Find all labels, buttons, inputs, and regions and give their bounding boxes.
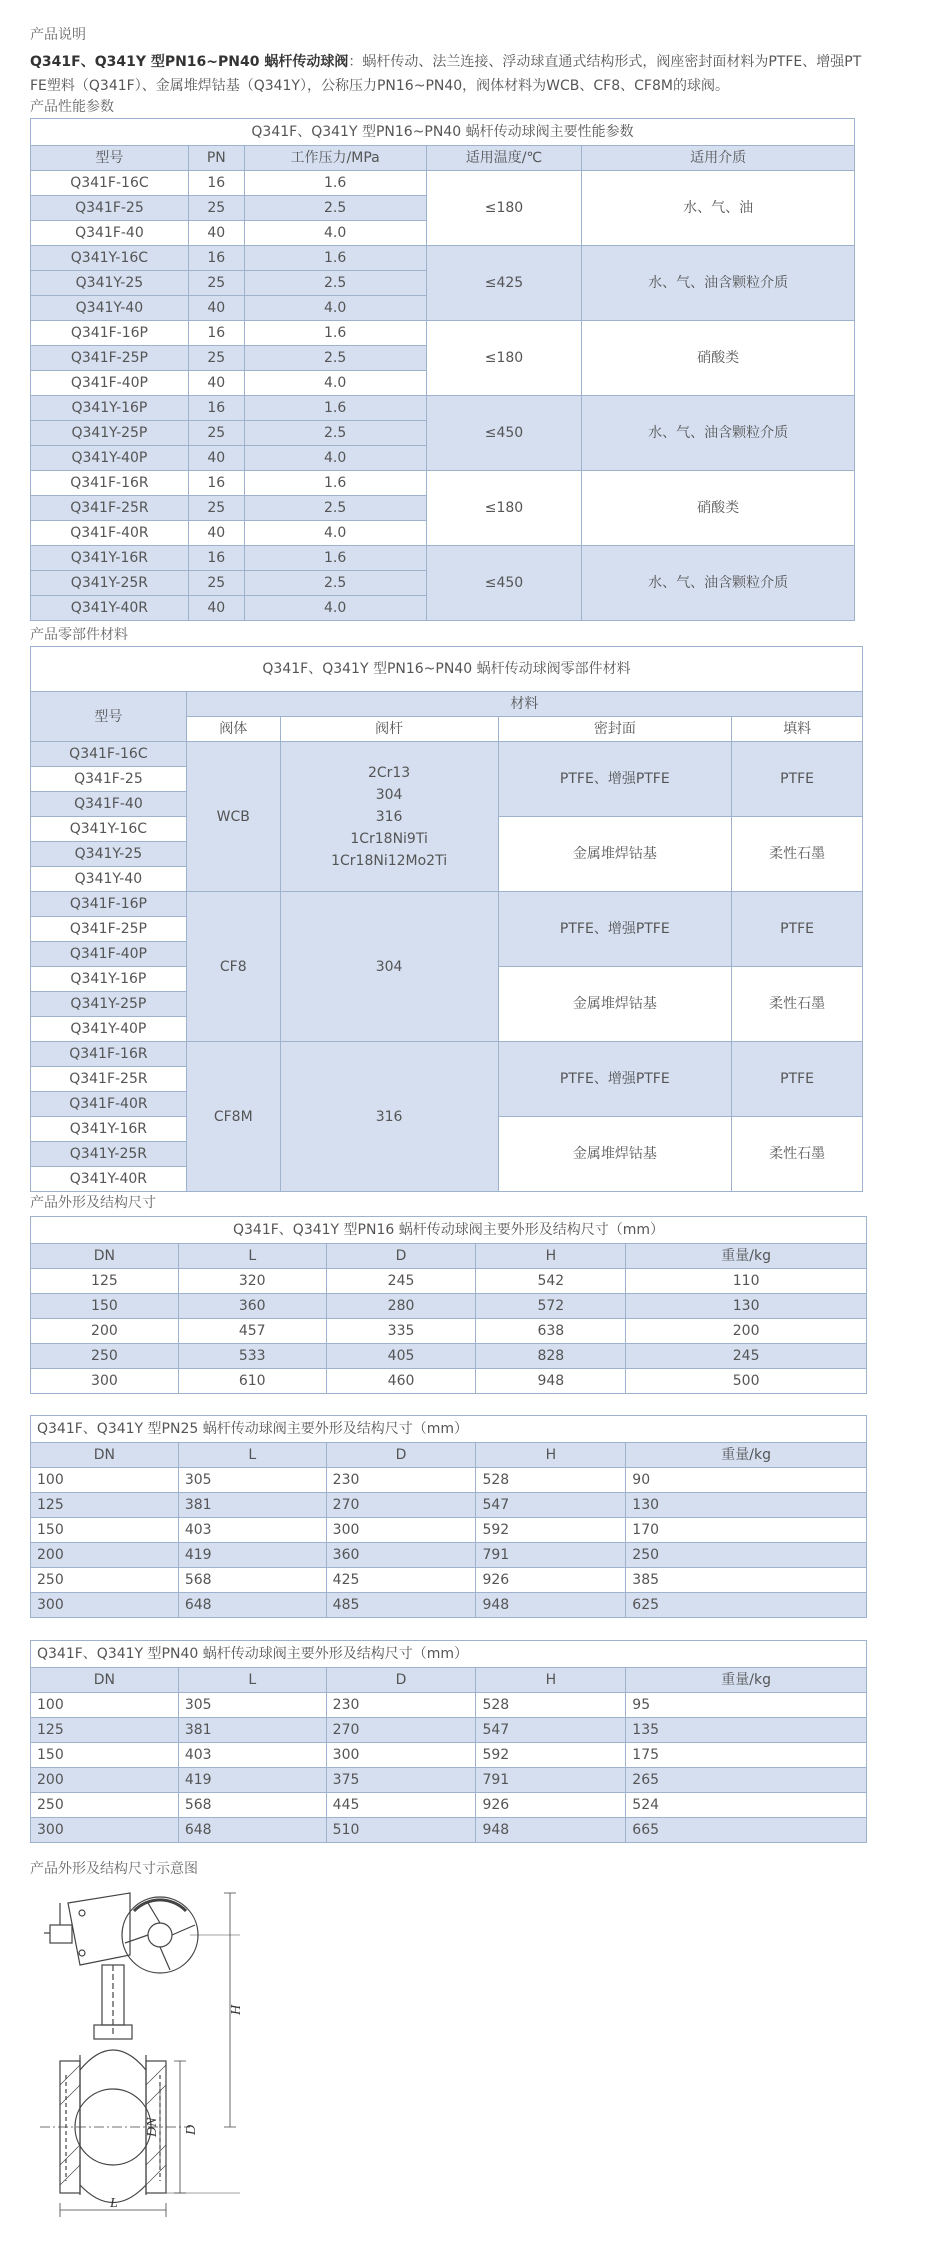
perf-cell: 1.6 bbox=[244, 171, 426, 196]
perf-cell: 4.0 bbox=[244, 446, 426, 471]
intro-line-2: FE塑料（Q341F）、金属堆焊钴基（Q341Y），公称压力PN16~PN40，阀体材料为WCB、CF8、CF8M的球阀。 bbox=[30, 78, 729, 94]
dimension-cell: 926 bbox=[476, 1793, 626, 1818]
dimension-cell: 270 bbox=[326, 1493, 476, 1518]
dimension-header-cell: 重量/kg bbox=[626, 1443, 867, 1468]
dimension-header-cell: DN bbox=[31, 1244, 179, 1269]
dimension-cell: 403 bbox=[178, 1743, 326, 1768]
perf-header-cell: 适用温度/℃ bbox=[426, 146, 582, 171]
intro-bold-title: Q341F、Q341Y 型PN16~PN40 蜗杆传动球阀 bbox=[30, 54, 349, 70]
material-subheader-cell: 密封面 bbox=[498, 717, 732, 742]
material-packing-cell: PTFE bbox=[732, 742, 863, 817]
material-packing-cell: 柔性石墨 bbox=[732, 967, 863, 1042]
material-model-header: 型号 bbox=[31, 692, 187, 742]
dimension-cell: 791 bbox=[476, 1543, 626, 1568]
dimension-cell: 375 bbox=[326, 1768, 476, 1793]
perf-row bbox=[31, 396, 855, 421]
perf-cell: Q341F-16R bbox=[31, 471, 189, 496]
perf-cell: 4.0 bbox=[244, 521, 426, 546]
dimension-header-cell: DN bbox=[31, 1443, 179, 1468]
perf-temp-cell: ≤425 bbox=[426, 246, 582, 321]
dimension-cell: 265 bbox=[626, 1768, 867, 1793]
dimension-cell: 610 bbox=[178, 1369, 326, 1394]
perf-header-cell: 工作压力/MPa bbox=[244, 146, 426, 171]
dimension-cell: 320 bbox=[178, 1269, 326, 1294]
perf-medium-cell: 硝酸类 bbox=[582, 321, 855, 396]
stem-material-line: 304 bbox=[375, 958, 403, 975]
dimension-header-cell: D bbox=[326, 1668, 476, 1693]
material-model-cell: Q341Y-16P bbox=[31, 967, 187, 992]
dimension-cell: 948 bbox=[476, 1593, 626, 1618]
perf-cell: Q341Y-25P bbox=[31, 421, 189, 446]
dimension-cell: 130 bbox=[626, 1294, 867, 1319]
perf-cell: 16 bbox=[188, 471, 244, 496]
dimension-cell: 425 bbox=[326, 1568, 476, 1593]
dimension-cell: 250 bbox=[626, 1543, 867, 1568]
dimension-cell: 250 bbox=[31, 1793, 179, 1818]
material-seal-cell: 金属堆焊钴基 bbox=[498, 1117, 732, 1192]
perf-cell: Q341Y-25R bbox=[31, 571, 189, 596]
perf-header-cell: PN bbox=[188, 146, 244, 171]
dimension-cell: 419 bbox=[178, 1543, 326, 1568]
dimension-cell: 100 bbox=[31, 1693, 179, 1718]
dimension-table bbox=[30, 1216, 867, 1394]
material-row bbox=[31, 1042, 863, 1067]
dimension-row bbox=[31, 1518, 867, 1543]
dimension-cell: 926 bbox=[476, 1568, 626, 1593]
dimension-header-row bbox=[31, 1244, 867, 1269]
perf-cell: Q341Y-40 bbox=[31, 296, 189, 321]
material-model-cell: Q341F-16C bbox=[31, 742, 187, 767]
dimension-cell: 170 bbox=[626, 1518, 867, 1543]
dimension-cell: 948 bbox=[476, 1818, 626, 1843]
dimension-header-cell: L bbox=[178, 1244, 326, 1269]
dimension-cell: 125 bbox=[31, 1269, 179, 1294]
dimension-cell: 200 bbox=[31, 1768, 179, 1793]
perf-header-cell: 适用介质 bbox=[582, 146, 855, 171]
dimension-row bbox=[31, 1693, 867, 1718]
perf-row bbox=[31, 471, 855, 496]
dimension-cell: 445 bbox=[326, 1793, 476, 1818]
perf-row bbox=[31, 321, 855, 346]
dimension-label-dn: DN bbox=[145, 2117, 160, 2137]
perf-cell: 2.5 bbox=[244, 421, 426, 446]
perf-temp-cell: ≤450 bbox=[426, 546, 582, 621]
perf-cell: 2.5 bbox=[244, 571, 426, 596]
perf-cell: 1.6 bbox=[244, 471, 426, 496]
dimension-row bbox=[31, 1294, 867, 1319]
dimension-row bbox=[31, 1543, 867, 1568]
dimension-cell: 135 bbox=[626, 1718, 867, 1743]
dimension-cell: 360 bbox=[178, 1294, 326, 1319]
dimension-cell: 125 bbox=[31, 1493, 179, 1518]
stem-material-line: 316 bbox=[375, 1108, 403, 1125]
material-model-cell: Q341F-40 bbox=[31, 792, 187, 817]
dimension-cell: 485 bbox=[326, 1593, 476, 1618]
dimension-cell: 403 bbox=[178, 1518, 326, 1543]
perf-cell: 2.5 bbox=[244, 496, 426, 521]
dimension-cell: 457 bbox=[178, 1319, 326, 1344]
perf-cell: 25 bbox=[188, 271, 244, 296]
perf-cell: 4.0 bbox=[244, 296, 426, 321]
material-packing-cell: PTFE bbox=[732, 892, 863, 967]
dimension-cell: 385 bbox=[626, 1568, 867, 1593]
dimension-header-cell: 重量/kg bbox=[626, 1668, 867, 1693]
intro-paragraph bbox=[30, 50, 910, 98]
perf-cell: 2.5 bbox=[244, 346, 426, 371]
material-seal-cell: 金属堆焊钴基 bbox=[498, 817, 732, 892]
dimension-cell: 524 bbox=[626, 1793, 867, 1818]
dimension-cell: 335 bbox=[326, 1319, 476, 1344]
dimension-cell: 175 bbox=[626, 1743, 867, 1768]
perf-cell: Q341F-25 bbox=[31, 196, 189, 221]
perf-medium-cell: 水、气、油含颗粒介质 bbox=[582, 246, 855, 321]
stem-material-line: 1Cr18Ni9Ti bbox=[350, 830, 428, 847]
dimension-cell: 648 bbox=[178, 1593, 326, 1618]
perf-cell: 40 bbox=[188, 446, 244, 471]
dimension-caption: Q341F、Q341Y 型PN25 蜗杆传动球阀主要外形及结构尺寸（mm） bbox=[31, 1416, 867, 1443]
dimension-cell: 110 bbox=[626, 1269, 867, 1294]
material-model-cell: Q341Y-25P bbox=[31, 992, 187, 1017]
dimension-cell: 948 bbox=[476, 1369, 626, 1394]
dimension-row bbox=[31, 1768, 867, 1793]
perf-cell: Q341Y-16C bbox=[31, 246, 189, 271]
dimension-cell: 200 bbox=[31, 1319, 179, 1344]
perf-cell: 16 bbox=[188, 321, 244, 346]
dimension-cell: 648 bbox=[178, 1818, 326, 1843]
perf-cell: 40 bbox=[188, 521, 244, 546]
dimension-label-l: L bbox=[110, 2196, 118, 2211]
perf-cell: 25 bbox=[188, 421, 244, 446]
valve-diagram bbox=[30, 1885, 290, 2220]
perf-cell: Q341F-16P bbox=[31, 321, 189, 346]
material-packing-cell: 柔性石墨 bbox=[732, 1117, 863, 1192]
dimension-cell: 150 bbox=[31, 1743, 179, 1768]
material-model-cell: Q341F-16R bbox=[31, 1042, 187, 1067]
dimension-row bbox=[31, 1468, 867, 1493]
material-seal-cell: PTFE、增强PTFE bbox=[498, 1042, 732, 1117]
material-row bbox=[31, 892, 863, 917]
perf-caption: Q341F、Q341Y 型PN16~PN40 蜗杆传动球阀主要性能参数 bbox=[31, 119, 855, 146]
perf-cell: 1.6 bbox=[244, 246, 426, 271]
dimension-row bbox=[31, 1269, 867, 1294]
perf-cell: 40 bbox=[188, 371, 244, 396]
dimension-cell: 547 bbox=[476, 1718, 626, 1743]
material-body-cell: CF8M bbox=[186, 1042, 280, 1192]
dimension-cell: 460 bbox=[326, 1369, 476, 1394]
perf-cell: Q341Y-25 bbox=[31, 271, 189, 296]
dimension-caption: Q341F、Q341Y 型PN16 蜗杆传动球阀主要外形及结构尺寸（mm） bbox=[31, 1217, 867, 1244]
material-model-cell: Q341Y-25 bbox=[31, 842, 187, 867]
perf-cell: Q341F-40 bbox=[31, 221, 189, 246]
dimension-row bbox=[31, 1743, 867, 1768]
dimension-row bbox=[31, 1568, 867, 1593]
dimension-cell: 250 bbox=[31, 1344, 179, 1369]
dimension-row bbox=[31, 1593, 867, 1618]
gearbox-outline bbox=[68, 1893, 130, 1965]
material-model-cell: Q341F-40P bbox=[31, 942, 187, 967]
perf-medium-cell: 水、气、油含颗粒介质 bbox=[582, 396, 855, 471]
dimension-cell: 150 bbox=[31, 1518, 179, 1543]
material-header: 材料 bbox=[186, 692, 862, 717]
dimension-row bbox=[31, 1818, 867, 1843]
dimension-cell: 791 bbox=[476, 1768, 626, 1793]
dimension-header-cell: L bbox=[178, 1668, 326, 1693]
dimension-cell: 572 bbox=[476, 1294, 626, 1319]
material-subheader-cell: 阀体 bbox=[186, 717, 280, 742]
dimension-cell: 305 bbox=[178, 1693, 326, 1718]
material-section-title: 产品零部件材料 bbox=[30, 627, 128, 643]
dimension-caption: Q341F、Q341Y 型PN40 蜗杆传动球阀主要外形及结构尺寸（mm） bbox=[31, 1641, 867, 1668]
perf-cell: 1.6 bbox=[244, 321, 426, 346]
perf-temp-cell: ≤180 bbox=[426, 171, 582, 246]
material-stem-cell bbox=[280, 1042, 498, 1192]
materials-table bbox=[30, 646, 863, 1192]
material-model-cell: Q341Y-16C bbox=[31, 817, 187, 842]
dimension-header-cell: D bbox=[326, 1244, 476, 1269]
dimension-cell: 665 bbox=[626, 1818, 867, 1843]
dimension-cell: 280 bbox=[326, 1294, 476, 1319]
dimension-cell: 245 bbox=[326, 1269, 476, 1294]
dimension-cell: 90 bbox=[626, 1468, 867, 1493]
dimension-row bbox=[31, 1369, 867, 1394]
dimension-header-cell: D bbox=[326, 1443, 476, 1468]
perf-cell: 4.0 bbox=[244, 221, 426, 246]
stem-material-line: 2Cr13 bbox=[367, 764, 411, 781]
dimension-cell: 542 bbox=[476, 1269, 626, 1294]
dimension-cell: 533 bbox=[178, 1344, 326, 1369]
dimension-cell: 381 bbox=[178, 1493, 326, 1518]
perf-cell: 16 bbox=[188, 171, 244, 196]
dimension-cell: 305 bbox=[178, 1468, 326, 1493]
dimension-row bbox=[31, 1793, 867, 1818]
material-model-cell: Q341Y-40 bbox=[31, 867, 187, 892]
perf-cell: 40 bbox=[188, 221, 244, 246]
dimension-cell: 592 bbox=[476, 1743, 626, 1768]
dimension-cell: 100 bbox=[31, 1468, 179, 1493]
perf-temp-cell: ≤450 bbox=[426, 396, 582, 471]
material-seal-cell: PTFE、增强PTFE bbox=[498, 742, 732, 817]
dimension-row bbox=[31, 1319, 867, 1344]
stem-material-line: 316 bbox=[375, 808, 403, 825]
diagram-section-title: 产品外形及结构尺寸示意图 bbox=[30, 1861, 198, 1877]
material-packing-cell: 柔性石墨 bbox=[732, 817, 863, 892]
perf-cell: Q341Y-40P bbox=[31, 446, 189, 471]
material-model-cell: Q341Y-40P bbox=[31, 1017, 187, 1042]
dimension-cell: 250 bbox=[31, 1568, 179, 1593]
dimension-cell: 245 bbox=[626, 1344, 867, 1369]
dimension-cell: 300 bbox=[31, 1593, 179, 1618]
performance-table bbox=[30, 118, 855, 621]
material-model-cell: Q341F-25R bbox=[31, 1067, 187, 1092]
perf-cell: Q341Y-40R bbox=[31, 596, 189, 621]
material-model-cell: Q341F-25P bbox=[31, 917, 187, 942]
perf-row bbox=[31, 546, 855, 571]
dimension-header-cell: L bbox=[178, 1443, 326, 1468]
material-seal-cell: 金属堆焊钴基 bbox=[498, 967, 732, 1042]
dimension-table bbox=[30, 1640, 867, 1843]
dimension-cell: 300 bbox=[31, 1818, 179, 1843]
dimension-cell: 625 bbox=[626, 1593, 867, 1618]
dimension-cell: 150 bbox=[31, 1294, 179, 1319]
dimension-cell: 592 bbox=[476, 1518, 626, 1543]
perf-cell: 40 bbox=[188, 596, 244, 621]
dimension-cell: 568 bbox=[178, 1568, 326, 1593]
dimension-cell: 200 bbox=[31, 1543, 179, 1568]
intro-line-1: ：蜗杆传动、法兰连接、浮动球直通式结构形式，阀座密封面材料为PTFE、增强PT bbox=[348, 54, 862, 70]
dimension-header-cell: H bbox=[476, 1668, 626, 1693]
perf-row bbox=[31, 171, 855, 196]
dimension-table bbox=[30, 1415, 867, 1618]
perf-cell: 2.5 bbox=[244, 271, 426, 296]
perf-temp-cell: ≤180 bbox=[426, 471, 582, 546]
perf-medium-cell: 水、气、油含颗粒介质 bbox=[582, 546, 855, 621]
perf-header-row bbox=[31, 146, 855, 171]
material-caption: Q341F、Q341Y 型PN16~PN40 蜗杆传动球阀零部件材料 bbox=[31, 647, 863, 692]
dimension-cell: 638 bbox=[476, 1319, 626, 1344]
dimension-cell: 500 bbox=[626, 1369, 867, 1394]
material-model-cell: Q341Y-25R bbox=[31, 1142, 187, 1167]
material-model-cell: Q341F-25 bbox=[31, 767, 187, 792]
dimension-cell: 547 bbox=[476, 1493, 626, 1518]
perf-cell: 25 bbox=[188, 196, 244, 221]
material-subheader-cell: 阀杆 bbox=[280, 717, 498, 742]
dimension-cell: 405 bbox=[326, 1344, 476, 1369]
dimension-cell: 300 bbox=[326, 1518, 476, 1543]
perf-cell: 40 bbox=[188, 296, 244, 321]
perf-cell: Q341F-25R bbox=[31, 496, 189, 521]
dimension-label-h: H bbox=[229, 2004, 244, 2015]
material-model-cell: Q341Y-40R bbox=[31, 1167, 187, 1192]
dimension-cell: 828 bbox=[476, 1344, 626, 1369]
dims-section-title: 产品外形及结构尺寸 bbox=[30, 1195, 156, 1211]
dimension-cell: 381 bbox=[178, 1718, 326, 1743]
dimension-cell: 300 bbox=[326, 1743, 476, 1768]
intro-section-title: 产品说明 bbox=[30, 27, 86, 43]
dimension-cell: 230 bbox=[326, 1693, 476, 1718]
dimension-cell: 528 bbox=[476, 1693, 626, 1718]
dimension-cell: 95 bbox=[626, 1693, 867, 1718]
handwheel-outline bbox=[122, 1897, 198, 1973]
perf-cell: 16 bbox=[188, 546, 244, 571]
perf-cell: 25 bbox=[188, 496, 244, 521]
material-packing-cell: PTFE bbox=[732, 1042, 863, 1117]
dimension-cell: 130 bbox=[626, 1493, 867, 1518]
material-model-cell: Q341F-16P bbox=[31, 892, 187, 917]
perf-cell: Q341F-40P bbox=[31, 371, 189, 396]
perf-cell: Q341Y-16P bbox=[31, 396, 189, 421]
material-model-cell: Q341F-40R bbox=[31, 1092, 187, 1117]
perf-cell: Q341F-16C bbox=[31, 171, 189, 196]
perf-cell: 25 bbox=[188, 346, 244, 371]
dimension-cell: 200 bbox=[626, 1319, 867, 1344]
dimension-cell: 510 bbox=[326, 1818, 476, 1843]
dimension-cell: 419 bbox=[178, 1768, 326, 1793]
stem-material-line: 1Cr18Ni12Mo2Ti bbox=[331, 852, 448, 869]
dimension-cell: 568 bbox=[178, 1793, 326, 1818]
perf-cell: 1.6 bbox=[244, 546, 426, 571]
material-model-cell: Q341Y-16R bbox=[31, 1117, 187, 1142]
perf-section-title: 产品性能参数 bbox=[30, 99, 114, 115]
perf-cell: Q341Y-16R bbox=[31, 546, 189, 571]
perf-cell: 2.5 bbox=[244, 196, 426, 221]
perf-cell: Q341F-40R bbox=[31, 521, 189, 546]
material-seal-cell: PTFE、增强PTFE bbox=[498, 892, 732, 967]
dimension-cell: 270 bbox=[326, 1718, 476, 1743]
stem-material-line: 304 bbox=[375, 786, 403, 803]
perf-medium-cell: 硝酸类 bbox=[582, 471, 855, 546]
perf-cell: 16 bbox=[188, 246, 244, 271]
material-subheader-cell: 填料 bbox=[732, 717, 863, 742]
dimension-row bbox=[31, 1718, 867, 1743]
perf-cell: 1.6 bbox=[244, 396, 426, 421]
perf-cell: 16 bbox=[188, 396, 244, 421]
dimension-cell: 230 bbox=[326, 1468, 476, 1493]
material-stem-cell bbox=[280, 892, 498, 1042]
perf-cell: 4.0 bbox=[244, 371, 426, 396]
perf-medium-cell: 水、气、油 bbox=[582, 171, 855, 246]
dimension-header-row bbox=[31, 1668, 867, 1693]
dimension-row bbox=[31, 1344, 867, 1369]
dimension-header-cell: DN bbox=[31, 1668, 179, 1693]
material-stem-cell bbox=[280, 742, 498, 892]
dimension-cell: 300 bbox=[31, 1369, 179, 1394]
perf-temp-cell: ≤180 bbox=[426, 321, 582, 396]
dimension-row bbox=[31, 1493, 867, 1518]
dimension-cell: 125 bbox=[31, 1718, 179, 1743]
perf-header-cell: 型号 bbox=[31, 146, 189, 171]
dimension-cell: 360 bbox=[326, 1543, 476, 1568]
dimension-header-cell: 重量/kg bbox=[626, 1244, 867, 1269]
perf-cell: 4.0 bbox=[244, 596, 426, 621]
material-row bbox=[31, 742, 863, 767]
material-body-cell: WCB bbox=[186, 742, 280, 892]
material-body-cell: CF8 bbox=[186, 892, 280, 1042]
dimension-header-row bbox=[31, 1443, 867, 1468]
dimension-label-d: D bbox=[184, 2124, 199, 2135]
dimension-cell: 528 bbox=[476, 1468, 626, 1493]
perf-cell: 25 bbox=[188, 571, 244, 596]
perf-row bbox=[31, 246, 855, 271]
dimension-header-cell: H bbox=[476, 1443, 626, 1468]
perf-cell: Q341F-25P bbox=[31, 346, 189, 371]
dimension-header-cell: H bbox=[476, 1244, 626, 1269]
